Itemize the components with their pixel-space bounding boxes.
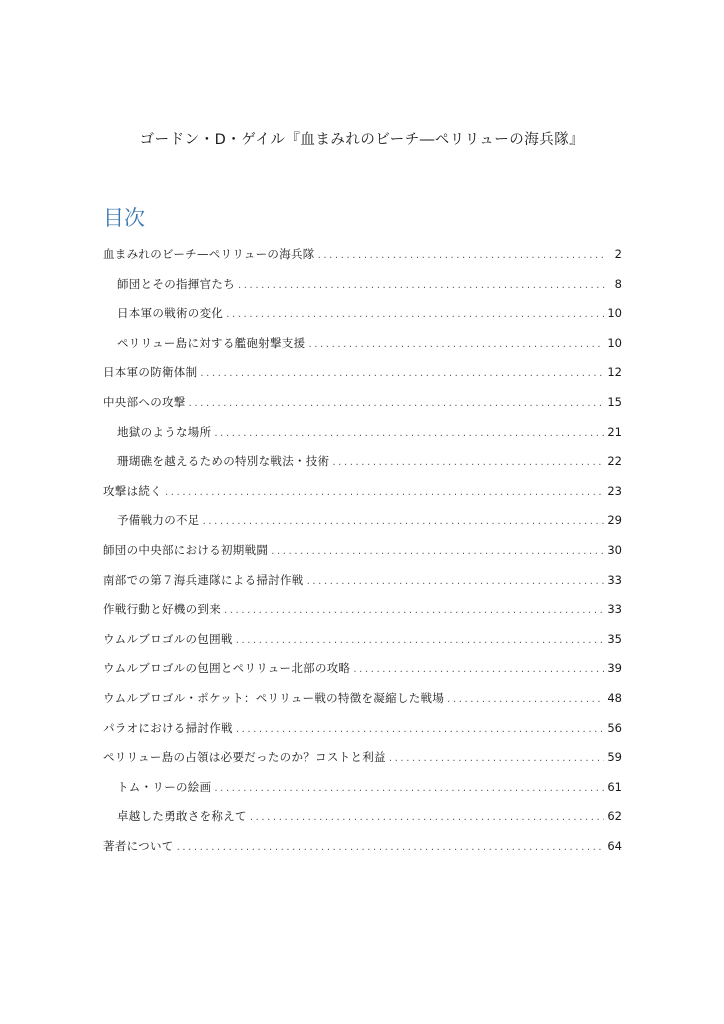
toc-entry-page-number: 2 <box>614 247 622 261</box>
toc-entry-title: 作戦行動と好機の到来 <box>103 602 221 617</box>
toc-dot-leader <box>224 605 604 616</box>
toc-entry-page-number: 33 <box>607 602 622 617</box>
toc-dot-leader <box>214 428 604 439</box>
toc-dot-leader <box>236 635 605 646</box>
toc-entry-page-number: 10 <box>607 335 622 350</box>
table-of-contents <box>103 246 622 867</box>
toc-dot-leader <box>389 753 605 764</box>
toc-dot-leader <box>318 250 607 261</box>
toc-entry-page-number: 48 <box>607 690 622 705</box>
toc-entry-title: パラオにおける掃討作戦 <box>103 720 233 735</box>
toc-entry-page-number: 12 <box>607 365 622 380</box>
toc-entry[interactable] <box>103 424 622 454</box>
toc-entry-title: 著者について <box>103 838 174 853</box>
toc-entry[interactable] <box>103 276 622 306</box>
toc-entry-page-number: 33 <box>607 572 622 587</box>
toc-entry-page-number: 30 <box>607 542 622 557</box>
toc-entry-title: 南部での第７海兵連隊による掃討作戦 <box>103 572 304 587</box>
toc-entry[interactable] <box>103 572 622 602</box>
toc-entry-title: 珊瑚礁を越えるための特別な戦法・技術 <box>117 454 330 469</box>
toc-entry-title: ペリリュー島の占領は必要だったのか？コストと利益 <box>103 750 386 765</box>
toc-dot-leader <box>271 546 604 557</box>
toc-entry[interactable] <box>103 808 622 838</box>
toc-dot-leader <box>177 842 605 853</box>
toc-dot-leader <box>165 487 604 498</box>
toc-entry-title: 地獄のような場所 <box>117 424 212 439</box>
toc-entry-title: 中央部への攻撃 <box>103 394 186 409</box>
toc-entry[interactable] <box>103 601 622 631</box>
toc-dot-leader <box>189 398 605 409</box>
toc-dot-leader <box>447 694 604 705</box>
document-title: ゴードン・D・ゲイル『血まみれのビーチ―ペリリューの海兵隊』 <box>139 132 585 148</box>
toc-entry-title: トム・リーの絵画 <box>117 779 212 794</box>
toc-dot-leader <box>203 516 605 527</box>
toc-entry-title: 日本軍の防衛体制 <box>103 365 198 380</box>
toc-entry-title: 卓越した勇敢さを称えて <box>117 809 247 824</box>
toc-entry-page-number: 61 <box>607 779 622 794</box>
toc-dot-leader <box>332 457 604 468</box>
toc-entry[interactable] <box>103 394 622 424</box>
toc-entry-page-number: 22 <box>607 454 622 469</box>
toc-entry[interactable] <box>103 542 622 572</box>
toc-entry-title: ウムルブロゴルの包囲とペリリュー北部の攻略 <box>103 661 351 676</box>
toc-entry-title: 血まみれのビーチ—ペリリューの海兵隊 <box>103 247 315 261</box>
toc-entry-page-number: 21 <box>607 424 622 439</box>
toc-entry-title: ウムルブロゴル・ポケット：ペリリュー戦の特徴を凝縮した戦場 <box>103 690 445 705</box>
toc-entry[interactable] <box>103 246 622 276</box>
toc-dot-leader <box>353 664 604 675</box>
toc-entry-title: 日本軍の戦術の変化 <box>117 306 224 321</box>
toc-entry[interactable] <box>103 631 622 661</box>
toc-entry[interactable] <box>103 720 622 750</box>
toc-entry-title: ウムルブロゴルの包囲戦 <box>103 631 233 646</box>
toc-dot-leader <box>250 812 605 823</box>
toc-entry-page-number: 59 <box>607 750 622 765</box>
toc-dot-leader <box>236 724 605 735</box>
toc-entry[interactable] <box>103 305 622 335</box>
toc-entry-page-number: 39 <box>607 661 622 676</box>
toc-entry-page-number: 56 <box>607 720 622 735</box>
toc-entry-title: 師団とその指揮官たち <box>117 276 235 291</box>
toc-entry[interactable] <box>103 838 622 868</box>
toc-dot-leader <box>308 339 604 350</box>
toc-entry[interactable] <box>103 364 622 394</box>
toc-entry[interactable] <box>103 453 622 483</box>
toc-dot-leader <box>226 309 604 320</box>
toc-entry[interactable] <box>103 749 622 779</box>
toc-dot-leader <box>214 783 604 794</box>
toc-entry[interactable] <box>103 779 622 809</box>
toc-entry-page-number: 23 <box>607 483 622 498</box>
toc-entry[interactable] <box>103 660 622 690</box>
toc-entry-title: 予備戦力の不足 <box>117 513 200 528</box>
toc-entry-page-number: 62 <box>607 809 622 824</box>
toc-entry-title: 師団の中央部における初期戦闘 <box>103 542 269 557</box>
toc-entry-title: 攻撃は続く <box>103 483 162 498</box>
toc-entry[interactable] <box>103 483 622 513</box>
toc-entry-page-number: 35 <box>607 631 622 646</box>
toc-entry-page-number: 10 <box>607 306 622 321</box>
toc-entry[interactable] <box>103 335 622 365</box>
toc-dot-leader <box>200 368 604 379</box>
toc-entry-page-number: 29 <box>607 513 622 528</box>
toc-heading: 目次 <box>103 206 145 230</box>
toc-entry-page-number: 15 <box>607 394 622 409</box>
toc-entry[interactable] <box>103 512 622 542</box>
toc-entry-title: ペリリュー島に対する艦砲射撃支援 <box>117 335 306 350</box>
toc-entry-page-number: 64 <box>607 838 622 853</box>
toc-dot-leader <box>238 280 607 291</box>
toc-entry-page-number: 8 <box>614 276 622 291</box>
toc-dot-leader <box>307 576 605 587</box>
toc-entry[interactable] <box>103 690 622 720</box>
